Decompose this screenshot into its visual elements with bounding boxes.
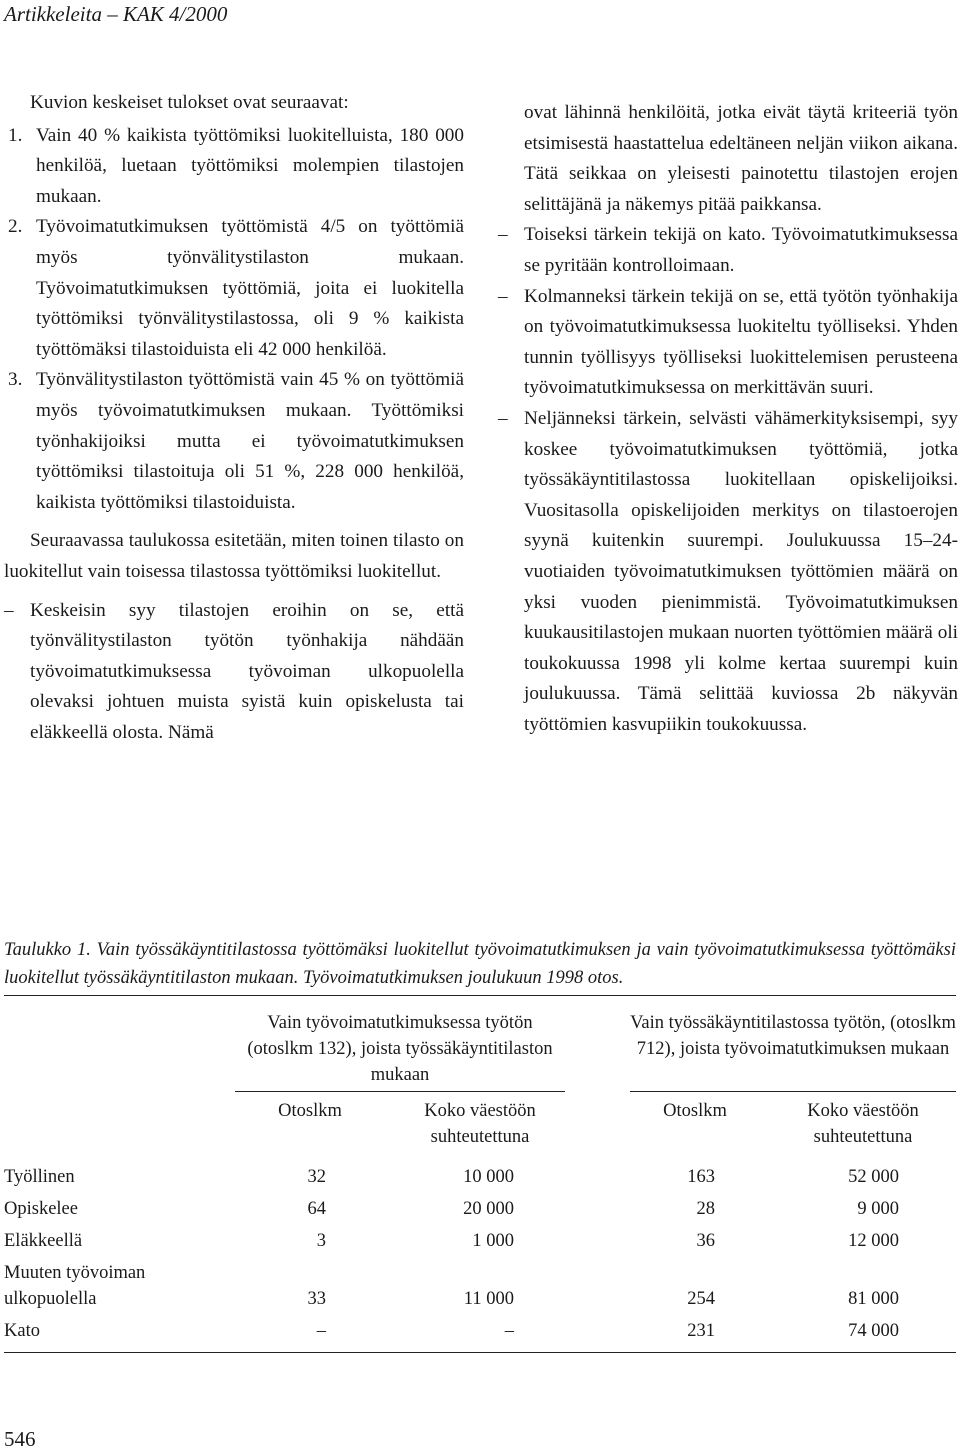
table-cell: 231	[687, 1321, 715, 1341]
table-cell: 3	[316, 1231, 326, 1251]
list-text: Vain 40 % kaikista työttömiksi luokitelluista, 180 000 henkilöä, luetaan työttömiksi molempien tilastojen mukaan.	[36, 124, 464, 207]
table-cell: 10 000	[463, 1167, 514, 1187]
table-cell: 163	[687, 1167, 715, 1187]
continuation-text: ovat lähinnä henkilöitä, jotka eivät täytä kriteeriä työn etsimisestä haastattelua edeltäneen neljän viikon aikana. Tätä seikkaa on yleisesti painotettu tilastojen erojen selittäjänä ja näkemys pitää paikkansa.	[524, 102, 958, 215]
column-header: Otoslkm	[278, 1101, 342, 1121]
column-header: Otoslkm	[663, 1101, 727, 1121]
list-number: 1.	[8, 124, 23, 146]
left-column	[4, 88, 464, 748]
column-header: Koko väestöön suhteutettuna	[424, 1101, 536, 1147]
row-label: Eläkkeellä	[4, 1231, 83, 1251]
table-cell: –	[316, 1321, 326, 1341]
list-text: Työvoimatutkimuksen työttömistä 4/5 on työttömiä myös työnvälitystilaston mukaan. Työvoimatutkimuksen työttömiä, joita ei luokitella työttömiksi työnvälitystilastossa, oli 9 % kaikista työttömäksi tilastoiduista eli 42 000 henkilöä.	[36, 216, 464, 360]
table-cell: 64	[307, 1199, 326, 1219]
dash-list-item	[498, 404, 958, 741]
list-number: 2.	[8, 216, 23, 238]
table-cell: 20 000	[463, 1199, 514, 1219]
column-group-header: Vain työssäkäyntitilastossa työtön, (otoslkm 712), joista työvoimatutkimuksen mukaan	[630, 1013, 956, 1059]
list-item	[4, 365, 464, 518]
column-header: Koko väestöön suhteutettuna	[807, 1101, 919, 1147]
dash-item-text: Kolmanneksi tärkein tekijä on se, että työtön työnhakija on työvoimatutkimuksessa luokiteltu työlliseksi. Yhden tunnin työllisyys työlliseksi luokittelemisen perusteena työvoimatutkimuksessa on merkittävän suuri.	[524, 285, 958, 399]
table-cell: 254	[687, 1289, 715, 1309]
dash-marker: –	[498, 407, 508, 429]
dash-item-text: Toiseksi tärkein tekijä on kato. Työvoimatutkimuksessa se pyritään kontrolloimaan.	[524, 224, 958, 276]
dash-item-text: Neljänneksi tärkein, selvästi vähämerkityksisempi, syy koskee työvoimatutkimuksen työttömiä, jotka työssäkäyntitilastossa luokitellaan opiskelijoiksi. Vuositasolla opiskelijoiden merkitys on tilastoerojen syynä kuitenkin suurempi. Joulukuussa 15–24-vuotiaiden työvoimatutkimuksen työttömien määrä on yksi vuoden pienimmistä. Työvoimatutkimuksen kuukausitilastojen mukaan nuorten työttömien määrä oli toukokuussa 1998 yli kolme kertaa suurempi kuin joulukuussa. Tämä selittää kuviossa 2b näkyvän työttömien kasvupiikin toukokuussa.	[524, 407, 958, 735]
dash-list-item	[4, 596, 464, 749]
row-label: Työllinen	[4, 1167, 75, 1187]
table-top-rule	[4, 995, 956, 996]
page-number: 546	[4, 1427, 36, 1451]
running-header: Artikkeleita – KAK 4/2000	[4, 2, 228, 26]
table-cell: 1 000	[472, 1231, 514, 1251]
row-label: Opiskelee	[4, 1199, 78, 1219]
table-cell: 36	[696, 1231, 715, 1251]
table-cell: –	[504, 1321, 514, 1341]
dash-list-item	[498, 220, 958, 281]
list-item	[4, 212, 464, 365]
right-column	[498, 98, 958, 740]
group-underline	[235, 1091, 565, 1092]
table-cell: 9 000	[857, 1199, 899, 1219]
table-cell: 52 000	[848, 1167, 899, 1187]
table-cell: 12 000	[848, 1231, 899, 1251]
dash-item-text: Keskeisin syy tilastojen eroihin on se, että työnvälitystilaston työtön työnhakija nähdään työvoimatutkimuksessa työvoiman ulkopuolella olevaksi johtuen muista syistä kuin opiskelusta tai eläkkeellä olosta. Nämä	[30, 599, 464, 743]
intro-text: Kuvion keskeiset tulokset ovat seuraavat:	[30, 92, 349, 113]
list-text: Työnvälitystilaston työttömistä vain 45 % on työttömiä myös työvoimatutkimuksen mukaan. Työttömiksi työnhakijoiksi mutta ei työvoimatutkimuksen työttömiksi tilastoituja oli 51 %, 228 000 henkilöä, kaikista työttömiksi tilastoiduista.	[36, 369, 464, 513]
table-cell: 74 000	[848, 1321, 899, 1341]
table-bottom-rule	[4, 1352, 956, 1353]
list-number: 3.	[8, 369, 23, 391]
column-group-header: Vain työvoimatutkimuksessa työtön (otoslkm 132), joista työssäkäyntitilaston mukaan	[247, 1013, 553, 1085]
group-underline	[630, 1091, 956, 1092]
table-cell: 81 000	[848, 1289, 899, 1309]
table-cell: 33	[307, 1289, 326, 1309]
table-cell: 28	[696, 1199, 715, 1219]
dash-list-item	[498, 282, 958, 404]
row-label: Muuten työvoiman ulkopuolella	[4, 1263, 146, 1309]
table-caption: Taulukko 1. Vain työssäkäyntitilastossa työttömäksi luokitellut työvoimatutkimuksen ja vain työvoimatutkimuksessa työttömäksi luokitellut työssäkäyntitilaston mukaan. Työvoimatutkimuksen joulukuun 1998 otos.	[4, 940, 956, 988]
dash-marker: –	[498, 224, 508, 246]
table-cell: 11 000	[463, 1289, 514, 1309]
dash-marker: –	[4, 599, 14, 621]
row-label: Kato	[4, 1321, 40, 1341]
body-paragraph: Seuraavassa taulukossa esitetään, miten toinen tilasto on luokitellut vain toisessa tilastossa työttömiksi luokitellut.	[4, 530, 464, 582]
table-cell: 32	[307, 1167, 326, 1187]
list-item	[4, 121, 464, 213]
dash-marker: –	[498, 285, 508, 307]
